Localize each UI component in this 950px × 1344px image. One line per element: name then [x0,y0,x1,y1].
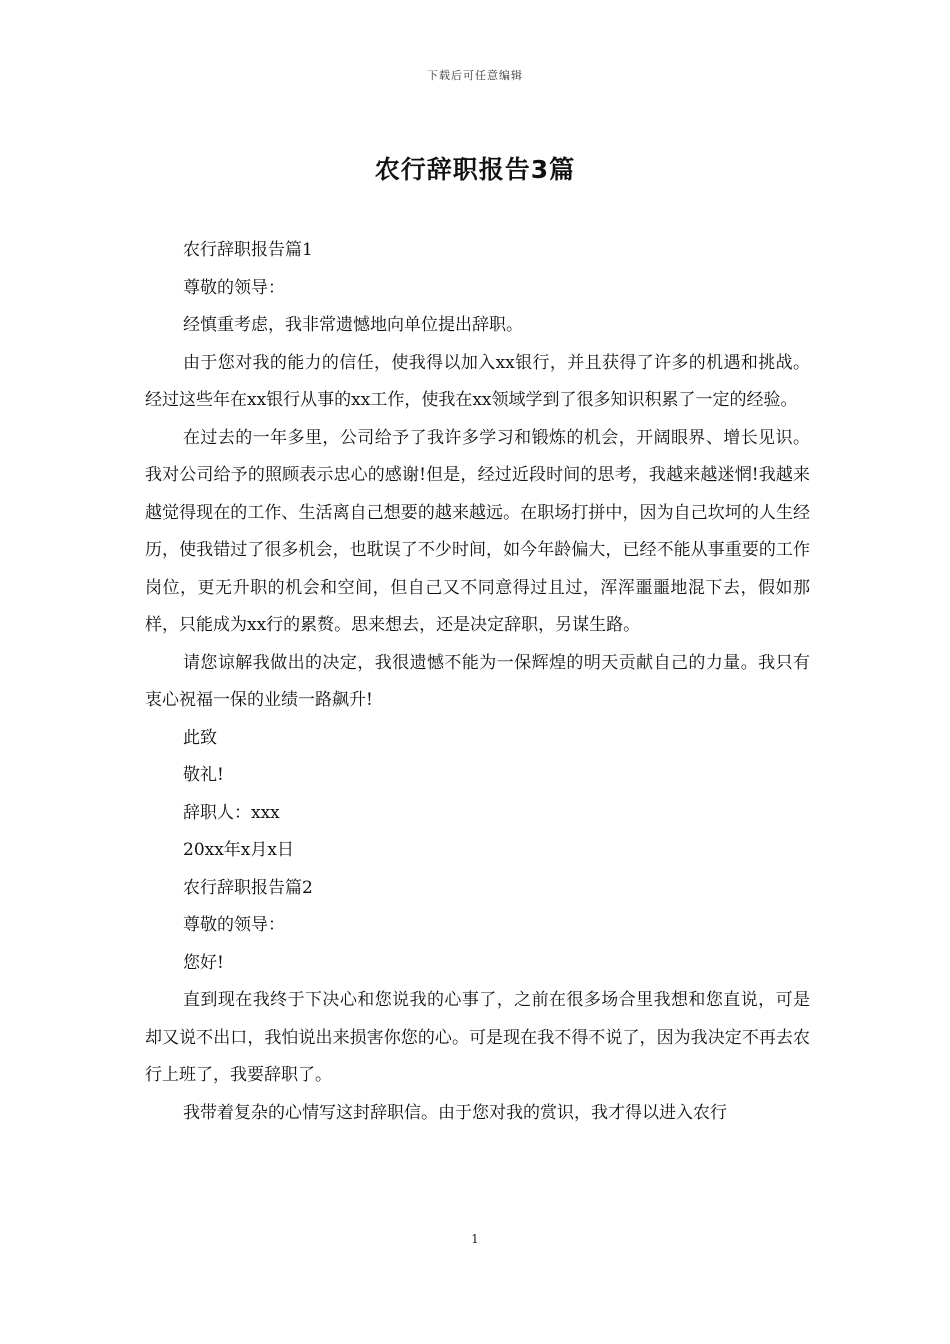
page-number: 1 [471,1232,479,1246]
closing-regards: 敬礼! [183,765,224,785]
paragraph: 在过去的一年多里，公司给予了我许多学习和锻炼的机会，开阔眼界、增长见识。我对公司给予的照顾表示忠心的感谢!但是，经过近段时间的思考，我越来越迷惘!我越来越觉得现在的工作、生活离自己想要的越来越远。在职场打拼中，因为自己坎坷的人生经历，使我错过了很多机会，也耽误了不少时间，如今年龄偏大，已经不能从事重要的工作岗位，更无升职的机会和空间，但自己又不同意得过且过，浑浑噩噩地混下去，假如那样，只能成为xx行的累赘。思来想去，还是决定辞职，另谋生路。 [145,427,810,635]
salutation: 尊敬的领导： [183,915,285,935]
closing: 此致 [183,727,217,748]
salutation: 尊敬的领导： [183,277,285,298]
document-title: 农行辞职报告3篇 [374,155,576,184]
document-body [145,232,810,1132]
paragraph: 由于您对我的能力的信任，使我得以加入xx银行，并且获得了许多的机遇和挑战。经过这些年在xx银行从事的xx工作，使我在xx领域学到了很多知识积累了一定的经验。 [145,352,810,410]
paragraph: 请您谅解我做出的决定，我很遗憾不能为一保辉煌的明天贡献自己的力量。我只有衷心祝福一保的业绩一路飙升! [145,652,810,710]
header-note: 下载后可任意编辑 [427,69,523,82]
signature-date: 20xx年x月x日 [183,840,294,860]
section-heading-2: 农行辞职报告篇2 [183,877,313,898]
paragraph: 直到现在我终于下决心和您说我的心事了，之前在很多场合里我想和您直说，可是却又说不出口，我怕说出来损害你您的心。可是现在我不得不说了，因为我决定不再去农行上班了，我要辞职了。 [145,990,810,1085]
paragraph: 我带着复杂的心情写这封辞职信。由于您对我的赏识，我才得以进入农行 [183,1102,727,1123]
paragraph: 经慎重考虑，我非常遗憾地向单位提出辞职。 [183,315,523,335]
section-heading-1: 农行辞职报告篇1 [183,240,313,260]
signature-name: 辞职人：xxx [183,802,280,823]
greeting: 您好! [183,952,224,973]
